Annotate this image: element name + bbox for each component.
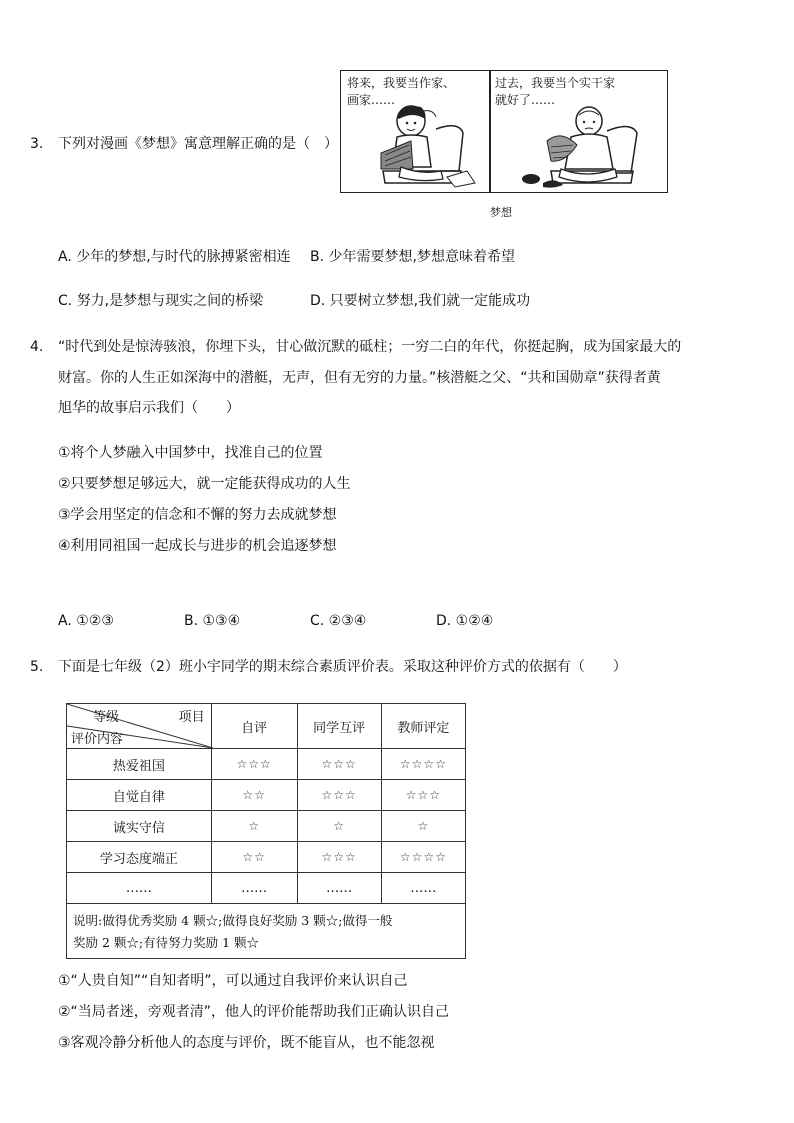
rating-cell: ☆ — [211, 811, 297, 842]
rating-cell: ☆☆☆ — [381, 780, 465, 811]
q4-statement: ④利用同祖国一起成长与进步的机会追逐梦想 — [58, 538, 337, 554]
table-row — [67, 749, 466, 780]
rating-cell: ☆☆☆ — [211, 749, 297, 780]
q5-number: 5. — [30, 659, 44, 675]
corner-label-grade: 等级 — [93, 710, 120, 725]
evaluation-table — [66, 703, 466, 959]
comic-dream — [340, 70, 668, 193]
q4-statement: ①将个人梦融入中国梦中，找准自己的位置 — [58, 445, 323, 461]
row-label: 热爱祖国 — [67, 749, 212, 780]
rating-cell: …… — [211, 873, 297, 904]
comic-old-man-illustration — [491, 71, 667, 192]
q3-option-c[interactable]: C. 努力,是梦想与现实之间的桥梁 — [58, 293, 264, 309]
table-row — [67, 842, 466, 873]
q4-option-c[interactable]: C. ②③④ — [310, 613, 367, 629]
q5-statement: ①“人贵自知”“自知者明”，可以通过自我评价来认识自己 — [58, 973, 408, 989]
comic-left-bubble-line: 画家…… — [347, 93, 396, 107]
rating-cell: ☆ — [381, 811, 465, 842]
rating-cell: ☆☆☆ — [297, 842, 381, 873]
q5-statement: ③客观冷静分析他人的态度与评价，既不能盲从，也不能忽视 — [58, 1035, 435, 1051]
rating-cell: ☆ — [297, 811, 381, 842]
q4-statement: ②只要梦想足够远大，就一定能获得成功的人生 — [58, 476, 351, 492]
q4-statement: ③学会用坚定的信念和不懈的努力去成就梦想 — [58, 507, 337, 523]
q4-option-b[interactable]: B. ①③④ — [184, 613, 241, 629]
comic-boy-illustration — [341, 71, 489, 192]
comic-right-bubble-line: 就好了…… — [495, 93, 556, 107]
q4-stem-line: 旭华的故事启示我们（ ） — [58, 400, 240, 416]
corner-label-content: 评价内容 — [71, 732, 124, 747]
q4-option-d[interactable]: D. ①②④ — [436, 613, 494, 629]
q3-option-a[interactable]: A. 少年的梦想,与时代的脉搏紧密相连 — [58, 249, 291, 265]
row-label: 诚实守信 — [67, 811, 212, 842]
table-row — [67, 811, 466, 842]
q3-number: 3. — [30, 136, 44, 152]
rating-cell: ☆☆☆☆ — [381, 749, 465, 780]
column-header: 教师评定 — [381, 704, 465, 749]
table-corner-cell — [67, 704, 212, 749]
rating-cell: ☆☆ — [211, 780, 297, 811]
rating-cell: …… — [381, 873, 465, 904]
q3-stem: 下列对漫画《梦想》寓意理解正确的是（ ） — [58, 136, 338, 152]
comic-left-bubble-line: 将来，我要当作家、 — [347, 76, 456, 90]
column-header: 自评 — [211, 704, 297, 749]
rating-cell: ☆☆ — [211, 842, 297, 873]
table-row — [67, 873, 466, 904]
q4-number: 4. — [30, 339, 44, 355]
rating-cell: …… — [297, 873, 381, 904]
table-header-row — [67, 704, 466, 749]
rating-cell: ☆☆☆ — [297, 749, 381, 780]
comic-caption: 梦想 — [490, 206, 512, 219]
q3-option-d[interactable]: D. 只要树立梦想,我们就一定能成功 — [310, 293, 531, 309]
q3-option-b[interactable]: B. 少年需要梦想,梦想意味着希望 — [310, 249, 515, 265]
corner-label-item: 项目 — [178, 710, 205, 725]
table-note-row — [67, 904, 466, 959]
row-label: 自觉自律 — [67, 780, 212, 811]
row-label: …… — [67, 873, 212, 904]
rating-cell: ☆☆☆☆ — [381, 842, 465, 873]
comic-right-bubble-line: 过去，我要当个实干家 — [495, 76, 616, 90]
q4-option-a[interactable]: A. ①②③ — [58, 613, 114, 629]
column-header: 同学互评 — [297, 704, 381, 749]
table-note-line: 说明:做得优秀奖励 4 颗☆;做得良好奖励 3 颗☆;做得一般 — [73, 913, 393, 928]
table-note — [67, 904, 466, 959]
q4-stem-line: “时代到处是惊涛骇浪，你埋下头，甘心做沉默的砥柱；一穷二白的年代，你挺起胸，成为国家最大的 — [58, 339, 682, 355]
q5-stem: 下面是七年级（2）班小宇同学的期末综合素质评价表。采取这种评价方式的依据有（ ） — [58, 659, 627, 675]
q4-stem-line: 财富。你的人生正如深海中的潜艇，无声，但有无穷的力量。”核潜艇之父、“共和国勋章”获得者黄 — [58, 370, 661, 386]
table-note-line: 奖励 2 颗☆;有待努力奖励 1 颗☆ — [73, 935, 260, 950]
q5-statement: ②“当局者迷，旁观者清”，他人的评价能帮助我们正确认识自己 — [58, 1004, 450, 1020]
row-label: 学习态度端正 — [67, 842, 212, 873]
table-row — [67, 780, 466, 811]
rating-cell: ☆☆☆ — [297, 780, 381, 811]
